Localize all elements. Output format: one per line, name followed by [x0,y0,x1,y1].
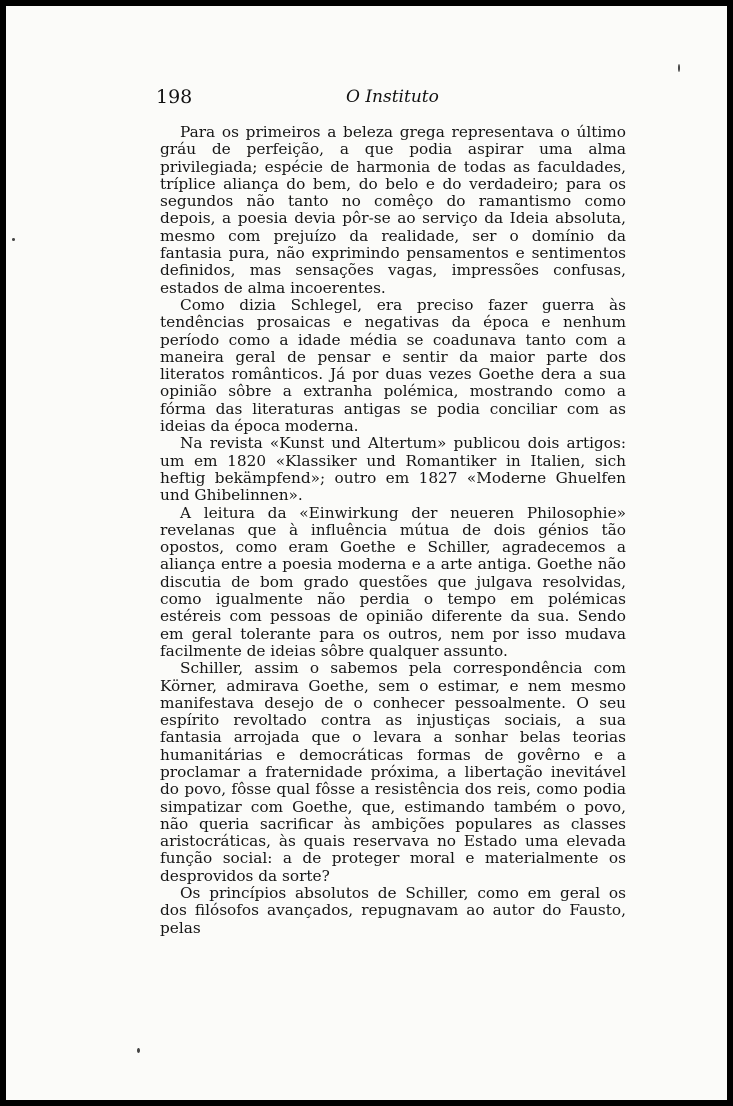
page-number: 198 [156,86,193,108]
paragraph: Como dizia Schlegel, era preciso fazer guerra às tendências prosaicas e negativas da época e nenhum período como a idade média se coadunava tanto com a maneira geral de pensar e sentir da maior parte dos literatos românticos. Já por duas vezes Goethe dera a sua opinião sôbre a extranha polémica, mostrando como a fórma das literaturas antigas se podia conciliar com as ideias da época moderna. [160,295,626,436]
paragraph: Para os primeiros a beleza grega representava o último gráu de perfeição, a que podia aspirar uma alma privilegiada; espécie de harmonia de todas as faculdades, tríplice aliança do bem, do belo e do verdadeiro; para os segundos não tanto no comêço do ramantismo como depois, a poesia devia pôr-se ao serviço da Ideia absoluta, mesmo com prejuízo da realidade, ser o domínio da fantasia pura, não exprimindo pensamentos e sentimentos definidos, mas sensações vagas, impressões confusas, estados de alma incoerentes. [160,123,626,297]
paragraph: Na revista «Kunst und Altertum» publicou dois artigos: um em 1820 «Klassiker und Romantiker in Italien, sich heftig bekämpfend»; outro em 1827 «Moderne Ghuelfen und Ghibelinnen». [160,434,626,505]
running-title: O Instituto [346,87,439,107]
body-text [160,124,626,937]
paragraph: Schiller, assim o sabemos pela correspondência com Körner, admirava Goethe, sem o estimar, e nem mesmo manifestava desejo de o conhecer pessoalmente. O seu espírito revoltado contra as injustiças sociais, a sua fantasia arrojada que o levara a sonhar belas teorias humanitárias e democráticas formas de govêrno e a proclamar a fraternidade próxima, a libertação inevitável do povo, fôsse qual fôsse a resistência dos reis, como podia simpatizar com Goethe, que, estimando também o povo, não queria sacrificar às ambições populares as classes aristocráticas, às quais reservava no Estado uma elevada função social: a de proteger moral e materialmente os desprovidos da sorte? [160,659,626,885]
page-header [156,86,636,116]
ink-speck [678,64,680,72]
book-page [6,6,727,1100]
ink-speck [137,1048,140,1053]
paragraph: A leitura da «Einwirkung der neueren Philosophie» revelanas que à influência mútua de dois génios tão opostos, como eram Goethe e Schiller, agradecemos a aliança entre a poesia moderna e a arte antiga. Goethe não discutia de bom grado questões que julgava resolvidas, como igualmente não perdia o tempo em polémicas estéreis com pessoas de opinião diferente da sua. Sendo em geral tolerante para os outros, nem por isso mudava facilmente de ideias sôbre qualquer assunto. [160,503,626,660]
paragraph: Os princípios absolutos de Schiller, como em geral os dos filósofos avançados, repugnavam ao autor do Fausto, pelas [160,884,626,937]
ink-speck [12,238,15,241]
